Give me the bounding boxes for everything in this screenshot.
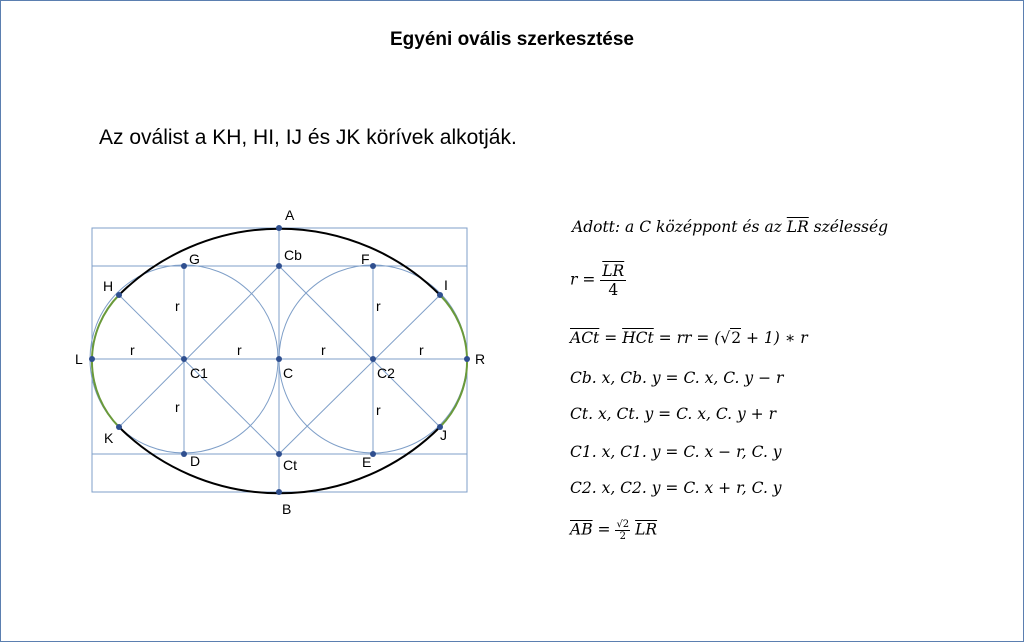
label-l: L (75, 351, 83, 367)
label-k: K (104, 430, 114, 446)
formula-ab-seg2: $\overline{LR}$ (635, 520, 658, 539)
label-e: E (362, 454, 372, 470)
point-b (276, 489, 282, 495)
formula-given-suffix: szélesség (808, 218, 889, 236)
label-j: J (440, 427, 447, 443)
formula-ab-fraction (615, 519, 630, 542)
formula-act-eq2: = rr = ( (653, 329, 721, 347)
radius-label-l-c1: r (130, 342, 135, 358)
formula-ab-eq: = (592, 520, 616, 539)
radius-label-c1-down: r (175, 399, 180, 415)
formula-act-rest: + 1) ∗ r (741, 329, 808, 347)
line-i-ct (279, 295, 440, 454)
sqrt-symbol: √ (720, 329, 731, 347)
formula-act-seg1: $\overline{ACt}$ (570, 329, 600, 347)
formula-r-num: $\overline{LR}$ (602, 262, 625, 280)
label-c1: C1 (190, 365, 208, 381)
label-cb: Cb (284, 247, 302, 263)
point-cb (276, 263, 282, 269)
label-b: B (282, 501, 292, 517)
label-d: D (190, 453, 201, 469)
point-c (276, 356, 282, 362)
formula-given-segment: $\overline{LR}$ (786, 218, 809, 236)
formula-ab (570, 519, 657, 542)
formula-ct: Ct. x, Ct. y = C. x, C. y + r (570, 405, 777, 423)
arc-kh (92, 295, 119, 427)
radius-label-c2-down: r (376, 402, 381, 418)
label-a: A (285, 207, 295, 223)
label-c2: C2 (377, 365, 395, 381)
radius-label-c2-r: r (419, 342, 424, 358)
label-h: H (103, 278, 114, 294)
point-f (370, 263, 376, 269)
radius-label-c2-up: r (376, 298, 381, 314)
formula-ab-num: √2 (616, 519, 630, 530)
label-ct: Ct (283, 457, 297, 473)
point-a (276, 225, 282, 231)
label-g: G (189, 251, 200, 267)
point-g (181, 263, 187, 269)
formula-act-eq1: = (599, 329, 623, 347)
label-r: R (475, 351, 486, 367)
formula-ab-seg1: $\overline{AB}$ (570, 520, 593, 539)
label-f: F (361, 251, 370, 267)
page-title: Egyéni ovális szerkesztése (390, 29, 634, 50)
formula-given-prefix: Adott: a C középpont és az (572, 218, 787, 236)
point-c2 (370, 356, 376, 362)
formula-r-den: 4 (608, 281, 619, 299)
radius-label-c1-up: r (175, 298, 180, 314)
formula-r-fraction (600, 262, 626, 299)
formula-cb: Cb. x, Cb. y = C. x, C. y − r (570, 369, 784, 387)
formula-given (572, 218, 888, 236)
point-d (181, 451, 187, 457)
formula-ab-den: 2 (619, 531, 626, 542)
point-r (464, 356, 470, 362)
line-j-cb (279, 266, 440, 427)
formula-c1: C1. x, C1. y = C. x − r, C. y (570, 443, 782, 461)
point-c1 (181, 356, 187, 362)
radius-label-c-c2: r (321, 342, 326, 358)
formula-act (570, 329, 808, 347)
point-i (437, 292, 443, 298)
formula-act-sqrt-arg: 2 (731, 329, 742, 347)
label-i: I (444, 277, 448, 293)
radius-label-c1-c: r (237, 342, 242, 358)
formula-r (570, 262, 626, 299)
formula-r-lhs: r = (570, 270, 601, 289)
formula-act-seg2: $\overline{HCt}$ (622, 329, 654, 347)
label-c: C (283, 365, 294, 381)
line-k-cb (119, 266, 279, 427)
point-l (89, 356, 95, 362)
subtitle: Az oválist a KH, HI, IJ és JK körívek alkotják. (99, 126, 517, 149)
point-labels (75, 207, 485, 517)
point-ct (276, 451, 282, 457)
point-h (116, 292, 122, 298)
formula-c2: C2. x, C2. y = C. x + r, C. y (570, 479, 782, 497)
point-k (116, 424, 122, 430)
